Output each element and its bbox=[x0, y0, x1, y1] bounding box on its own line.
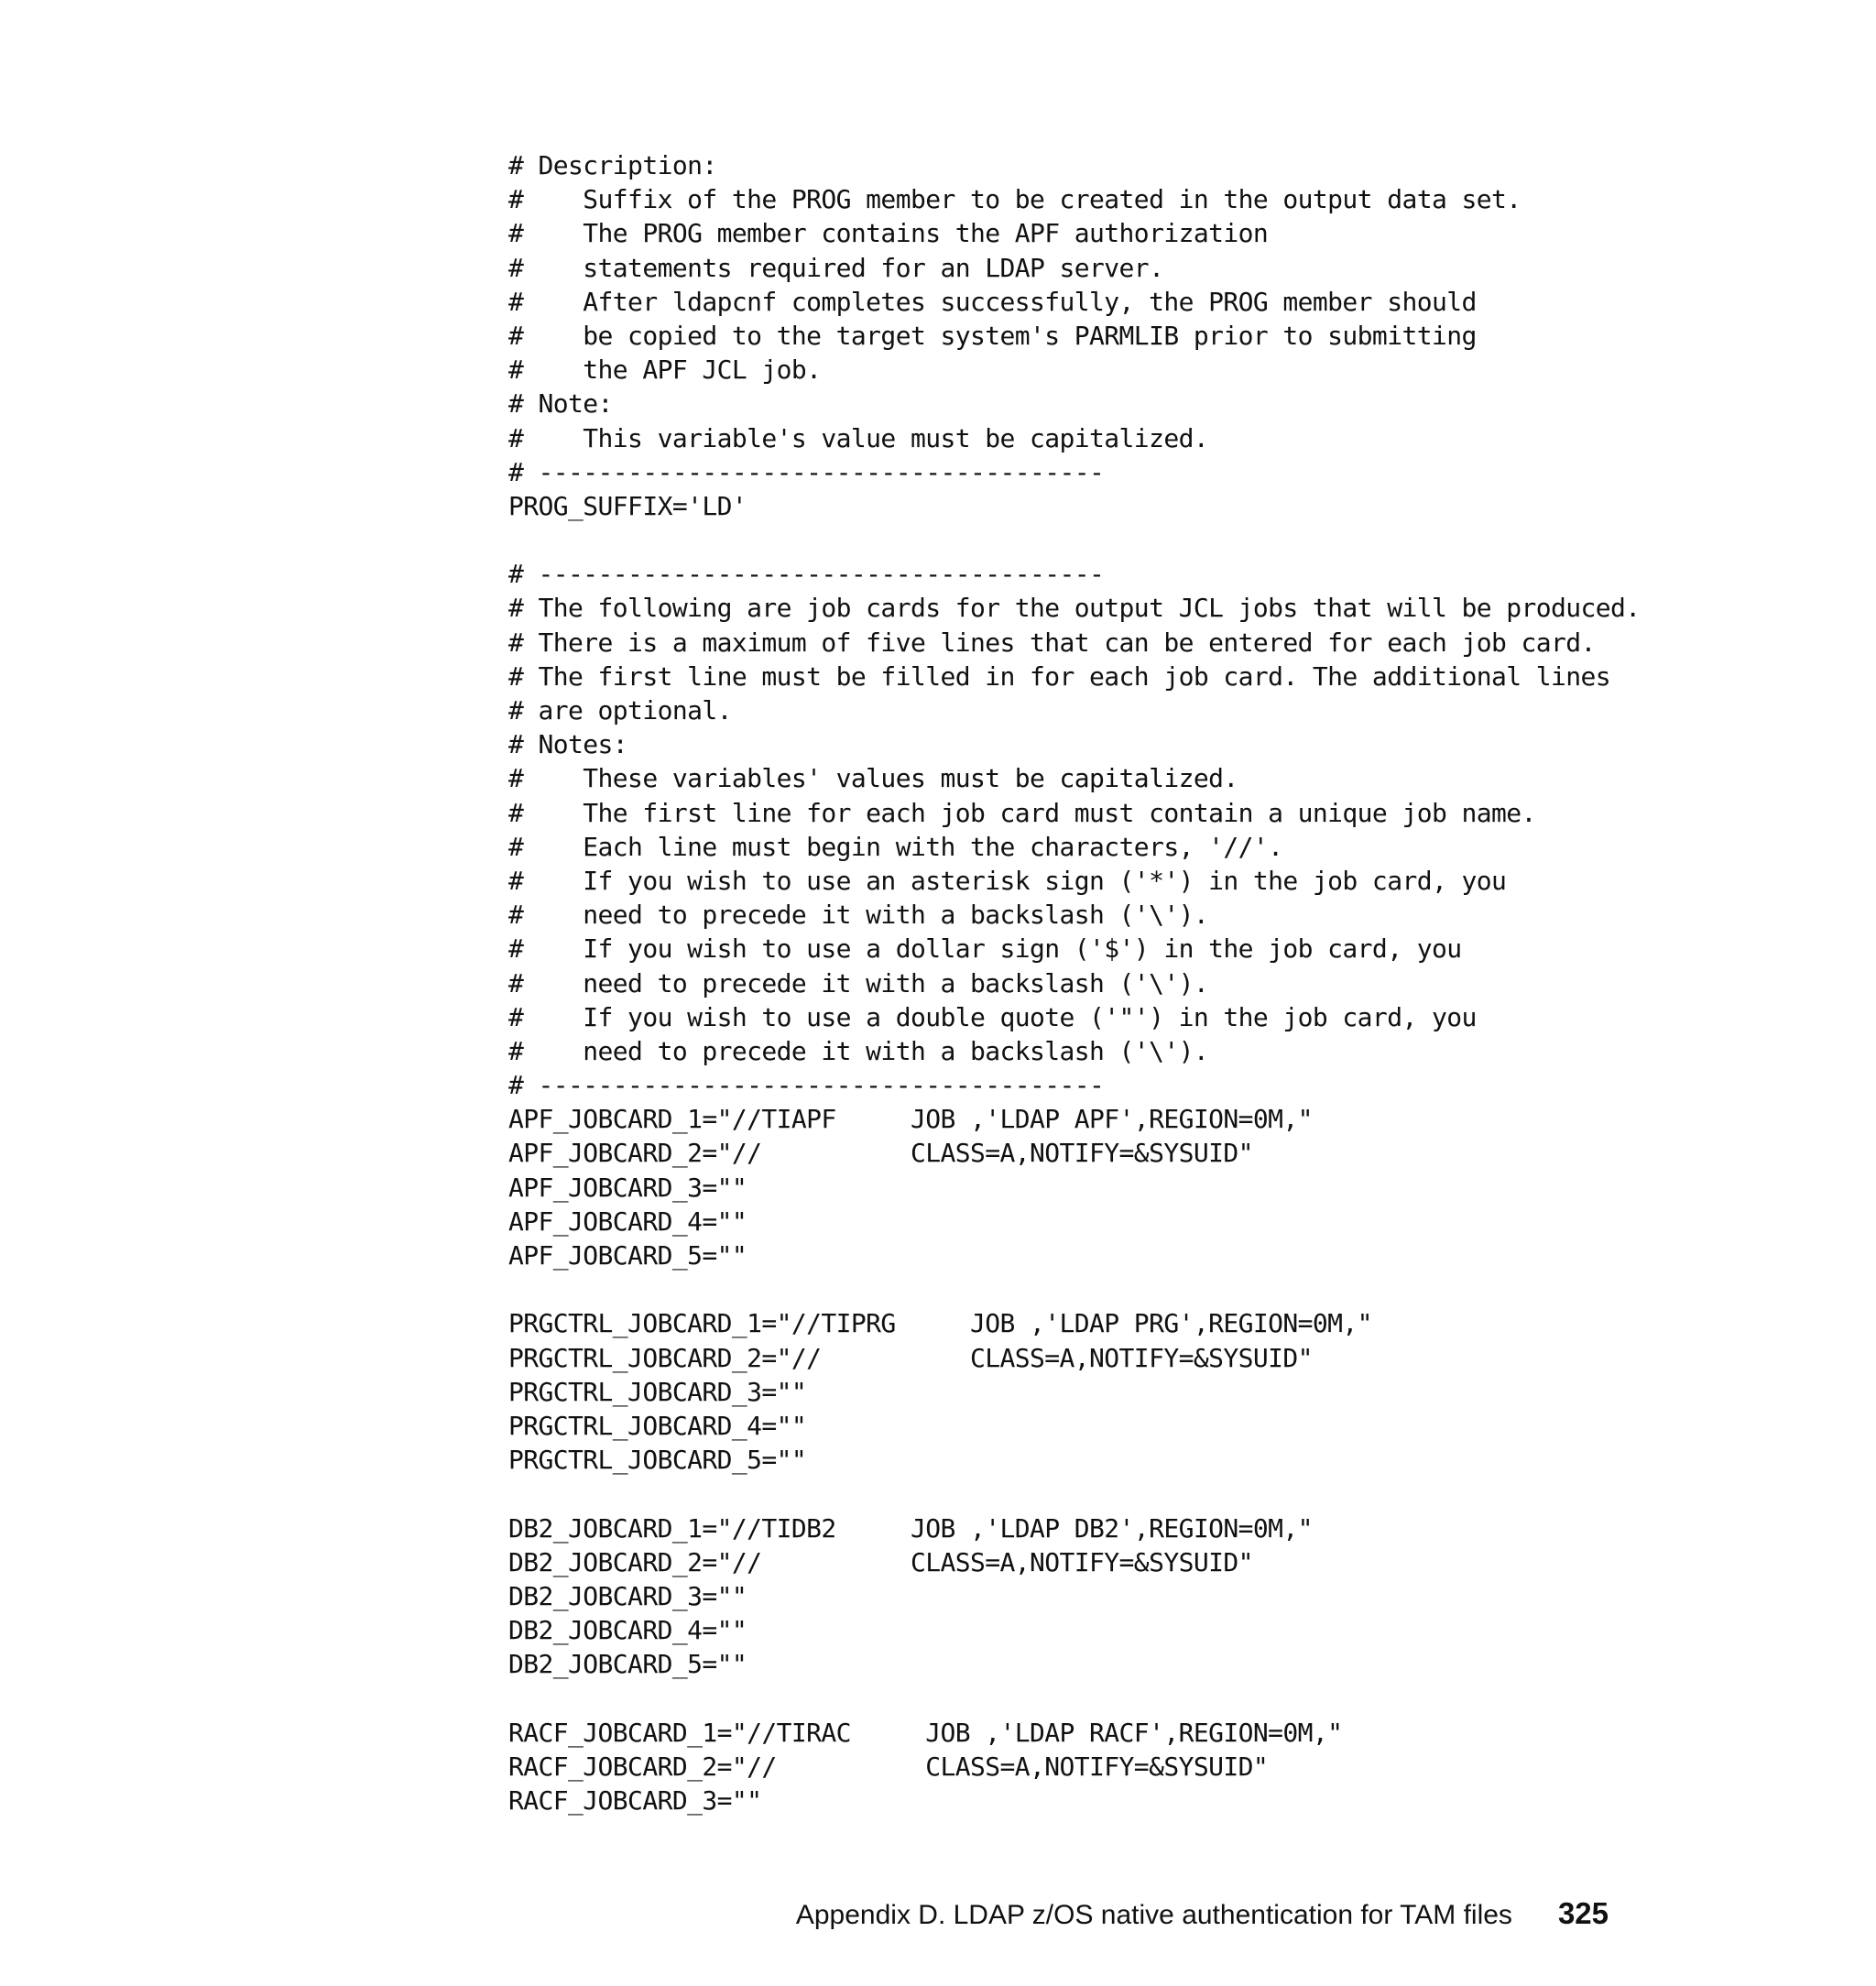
code-line bbox=[508, 523, 1608, 557]
code-line: # After ldapcnf completes successfully, the PROG member should bbox=[508, 286, 1477, 317]
code-line: RACF_JOBCARD_2="// CLASS=A,NOTIFY=&SYSUID" bbox=[508, 1751, 1269, 1782]
code-line: APF_JOBCARD_3="" bbox=[508, 1172, 747, 1203]
code-line bbox=[508, 1272, 1608, 1306]
code-line: # -------------------------------------- bbox=[508, 559, 1105, 590]
config-code-listing bbox=[508, 148, 1641, 1817]
code-line: APF_JOBCARD_1="//TIAPF JOB ,'LDAP APF',REGION=0M," bbox=[508, 1104, 1313, 1135]
page-footer bbox=[796, 1896, 1609, 1931]
code-line: # The following are job cards for the output JCL jobs that will be produced. bbox=[508, 593, 1641, 624]
code-line: RACF_JOBCARD_3="" bbox=[508, 1785, 762, 1816]
code-line: APF_JOBCARD_2="// CLASS=A,NOTIFY=&SYSUID" bbox=[508, 1138, 1253, 1169]
code-line: # If you wish to use a dollar sign ('$') in the job card, you bbox=[508, 933, 1462, 965]
code-line: # statements required for an LDAP server. bbox=[508, 252, 1164, 283]
code-line: # There is a maximum of five lines that can be entered for each job card. bbox=[508, 627, 1596, 658]
code-line: # need to precede it with a backslash ('\'). bbox=[508, 900, 1209, 931]
code-line: # Notes: bbox=[508, 729, 628, 760]
page-number: 325 bbox=[1557, 1896, 1609, 1930]
code-line: RACF_JOBCARD_1="//TIRAC JOB ,'LDAP RACF',REGION=0M," bbox=[508, 1717, 1343, 1748]
code-line: # Note: bbox=[508, 388, 613, 420]
code-line: # Suffix of the PROG member to be created in the output data set. bbox=[508, 184, 1522, 215]
code-line: # the APF JCL job. bbox=[508, 355, 822, 386]
code-line: # Description: bbox=[508, 150, 717, 180]
code-line: # These variables' values must be capitalized. bbox=[508, 763, 1238, 794]
code-line: # The first line for each job card must contain a unique job name. bbox=[508, 797, 1536, 828]
code-line: # -------------------------------------- bbox=[508, 1070, 1105, 1101]
footer-chapter-title: Appendix D. LDAP z/OS native authentication for TAM files bbox=[795, 1900, 1512, 1930]
code-line: DB2_JOBCARD_1="//TIDB2 JOB ,'LDAP DB2',REGION=0M," bbox=[508, 1512, 1313, 1544]
code-line: DB2_JOBCARD_2="// CLASS=A,NOTIFY=&SYSUID" bbox=[508, 1546, 1253, 1577]
code-line: # be copied to the target system's PARMLIB prior to submitting bbox=[508, 320, 1477, 351]
code-line: PRGCTRL_JOBCARD_2="// CLASS=A,NOTIFY=&SYSUID" bbox=[508, 1342, 1313, 1373]
code-line: APF_JOBCARD_4="" bbox=[508, 1206, 747, 1237]
code-line: DB2_JOBCARD_5="" bbox=[508, 1649, 747, 1680]
code-line: APF_JOBCARD_5="" bbox=[508, 1240, 747, 1271]
code-line: # The PROG member contains the APF authorization bbox=[508, 218, 1269, 249]
code-line: # -------------------------------------- bbox=[508, 456, 1105, 487]
code-line: # are optional. bbox=[508, 695, 732, 726]
code-line bbox=[508, 1681, 1608, 1715]
code-line bbox=[508, 1477, 1608, 1511]
code-line: # If you wish to use an asterisk sign ('*') in the job card, you bbox=[508, 865, 1507, 896]
code-line: DB2_JOBCARD_4="" bbox=[508, 1615, 747, 1646]
code-line: # Each line must begin with the characters, '//'. bbox=[508, 831, 1283, 862]
code-line: # need to precede it with a backslash ('\'). bbox=[508, 967, 1209, 998]
code-line: # need to precede it with a backslash ('\'). bbox=[508, 1035, 1209, 1066]
code-line: # The first line must be filled in for each job card. The additional lines bbox=[508, 660, 1611, 692]
code-line: PRGCTRL_JOBCARD_3="" bbox=[508, 1376, 807, 1407]
code-line: PRGCTRL_JOBCARD_4="" bbox=[508, 1410, 807, 1441]
code-line: PRGCTRL_JOBCARD_1="//TIPRG JOB ,'LDAP PRG',REGION=0M," bbox=[508, 1308, 1372, 1339]
code-line: PRGCTRL_JOBCARD_5="" bbox=[508, 1445, 807, 1476]
code-line: PROG_SUFFIX='LD' bbox=[508, 490, 747, 521]
code-line: # If you wish to use a double quote ('"') in the job card, you bbox=[508, 1001, 1477, 1032]
code-line: # This variable's value must be capitalized. bbox=[508, 422, 1209, 453]
code-line: DB2_JOBCARD_3="" bbox=[508, 1580, 747, 1611]
